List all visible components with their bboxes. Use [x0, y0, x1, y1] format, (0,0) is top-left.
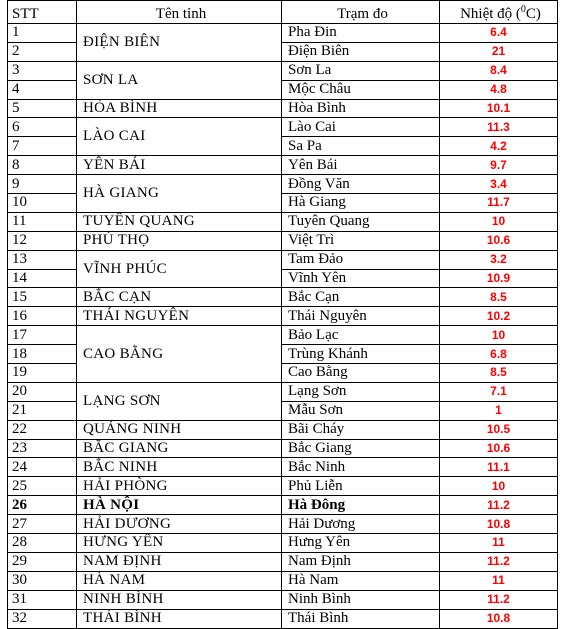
row-temperature: 9.7 [440, 156, 558, 175]
row-stt: 18 [8, 345, 77, 364]
row-stt: 17 [8, 326, 77, 345]
row-station: Yên Bái [282, 156, 440, 175]
row-station: Phủ Liễn [282, 477, 440, 496]
row-temperature: 11.7 [440, 194, 558, 213]
row-stt: 32 [8, 609, 77, 628]
row-station: Bắc Giang [282, 439, 440, 458]
table-row [8, 212, 558, 231]
table-row [8, 156, 558, 175]
header-temperature-suffix: C) [525, 6, 541, 22]
table-row [8, 496, 558, 515]
row-stt: 23 [8, 439, 77, 458]
row-temperature: 11 [440, 571, 558, 590]
row-temperature: 11.2 [440, 496, 558, 515]
row-station: Bắc Ninh [282, 458, 440, 477]
row-province: NAM ĐỊNH [77, 552, 282, 571]
row-station: Lào Cai [282, 118, 440, 137]
row-station: Lạng Sơn [282, 382, 440, 401]
row-temperature: 8.4 [440, 61, 558, 80]
table-row [8, 118, 558, 137]
row-province: LÀO CAI [77, 118, 282, 156]
row-station: Điện Biên [282, 42, 440, 61]
row-province: HÀ GIANG [77, 175, 282, 213]
row-province: VĨNH PHÚC [77, 250, 282, 288]
row-province: THÁI NGUYÊN [77, 307, 282, 326]
row-station: Mẫu Sơn [282, 401, 440, 420]
header-temperature-degree: 0 [520, 4, 526, 15]
table-row [8, 24, 558, 43]
row-stt: 24 [8, 458, 77, 477]
row-temperature: 11.2 [440, 552, 558, 571]
table-row [8, 439, 558, 458]
header-temperature-prefix: Nhiệt độ ( [460, 6, 521, 22]
table-row [8, 382, 558, 401]
row-station: Tam Đảo [282, 250, 440, 269]
table-row [8, 609, 558, 628]
header-province: Tên tỉnh [77, 1, 282, 24]
row-province: HẢI DƯƠNG [77, 515, 282, 534]
row-temperature: 10.9 [440, 269, 558, 288]
row-stt: 5 [8, 99, 77, 118]
row-station: Hà Giang [282, 194, 440, 213]
row-station: Đồng Văn [282, 175, 440, 194]
row-station: Hà Đông [282, 496, 440, 515]
row-province: HƯNG YÊN [77, 534, 282, 553]
row-province: BẮC CẠN [77, 288, 282, 307]
row-station: Sa Pa [282, 137, 440, 156]
row-temperature: 11.1 [440, 458, 558, 477]
row-station: Bãi Cháy [282, 420, 440, 439]
table-row [8, 61, 558, 80]
row-stt: 9 [8, 175, 77, 194]
row-stt: 31 [8, 590, 77, 609]
row-station: Bắc Cạn [282, 288, 440, 307]
row-province: BẮC GIANG [77, 439, 282, 458]
table-row [8, 590, 558, 609]
row-stt: 12 [8, 231, 77, 250]
row-temperature: 10 [440, 477, 558, 496]
row-province: HẢI PHÒNG [77, 477, 282, 496]
row-temperature: 10.1 [440, 99, 558, 118]
row-stt: 27 [8, 515, 77, 534]
row-stt: 1 [8, 24, 77, 43]
row-temperature: 10.6 [440, 439, 558, 458]
row-province: NINH BÌNH [77, 590, 282, 609]
row-temperature: 3.2 [440, 250, 558, 269]
row-stt: 7 [8, 137, 77, 156]
row-stt: 11 [8, 212, 77, 231]
row-province: CAO BẰNG [77, 326, 282, 383]
row-stt: 20 [8, 382, 77, 401]
row-temperature: 10.2 [440, 307, 558, 326]
row-stt: 3 [8, 61, 77, 80]
row-stt: 21 [8, 401, 77, 420]
row-temperature: 4.2 [440, 137, 558, 156]
row-stt: 19 [8, 364, 77, 383]
header-station: Trạm đo [282, 1, 440, 24]
row-stt: 8 [8, 156, 77, 175]
row-station: Trùng Khánh [282, 345, 440, 364]
row-station: Cao Bằng [282, 364, 440, 383]
row-province: BẮC NINH [77, 458, 282, 477]
row-province: HÒA BÌNH [77, 99, 282, 118]
row-station: Tuyên Quang [282, 212, 440, 231]
table-row [8, 552, 558, 571]
table-row [8, 458, 558, 477]
header-stt: STT [8, 1, 77, 24]
row-station: Nam Định [282, 552, 440, 571]
row-stt: 26 [8, 496, 77, 515]
table-row [8, 307, 558, 326]
row-stt: 6 [8, 118, 77, 137]
row-temperature: 11.3 [440, 118, 558, 137]
row-province: PHÚ THỌ [77, 231, 282, 250]
row-temperature: 3.4 [440, 175, 558, 194]
row-province: YÊN BÁI [77, 156, 282, 175]
row-temperature: 11 [440, 534, 558, 553]
row-province: HÀ NỘI [77, 496, 282, 515]
row-temperature: 10.8 [440, 609, 558, 628]
table-row [8, 99, 558, 118]
row-station: Việt Trì [282, 231, 440, 250]
row-stt: 13 [8, 250, 77, 269]
row-station: Hưng Yên [282, 534, 440, 553]
row-province: ĐIỆN BIÊN [77, 24, 282, 62]
row-temperature: 10 [440, 212, 558, 231]
row-stt: 15 [8, 288, 77, 307]
row-station: Sơn La [282, 61, 440, 80]
table-row [8, 420, 558, 439]
row-stt: 28 [8, 534, 77, 553]
row-temperature: 6.8 [440, 345, 558, 364]
row-temperature: 21 [440, 42, 558, 61]
row-station: Mộc Châu [282, 80, 440, 99]
row-province: THÁI BÌNH [77, 609, 282, 628]
table-header [8, 1, 558, 24]
header-temperature [440, 1, 558, 24]
row-temperature: 1 [440, 401, 558, 420]
row-province: LẠNG SƠN [77, 382, 282, 420]
row-stt: 14 [8, 269, 77, 288]
row-province: TUYÊN QUANG [77, 212, 282, 231]
table-row [8, 175, 558, 194]
row-province: HÀ NAM [77, 571, 282, 590]
row-temperature: 10 [440, 326, 558, 345]
row-station: Pha Đin [282, 24, 440, 43]
row-temperature: 10.5 [440, 420, 558, 439]
row-stt: 2 [8, 42, 77, 61]
table-row [8, 515, 558, 534]
row-stt: 16 [8, 307, 77, 326]
table-row [8, 534, 558, 553]
row-stt: 25 [8, 477, 77, 496]
row-stt: 29 [8, 552, 77, 571]
row-station: Thái Nguyên [282, 307, 440, 326]
row-station: Vĩnh Yên [282, 269, 440, 288]
table-row [8, 250, 558, 269]
row-temperature: 6.4 [440, 24, 558, 43]
row-stt: 10 [8, 194, 77, 213]
row-station: Hà Nam [282, 571, 440, 590]
row-station: Thái Bình [282, 609, 440, 628]
row-stt: 22 [8, 420, 77, 439]
table-row [8, 288, 558, 307]
row-province: QUẢNG NINH [77, 420, 282, 439]
row-temperature: 7.1 [440, 382, 558, 401]
table-row [8, 571, 558, 590]
row-station: Hải Dương [282, 515, 440, 534]
table-row [8, 326, 558, 345]
table-body [8, 24, 558, 629]
temperature-table [7, 0, 558, 629]
row-temperature: 4.8 [440, 80, 558, 99]
row-temperature: 10.8 [440, 515, 558, 534]
table-row [8, 231, 558, 250]
row-temperature: 11.2 [440, 590, 558, 609]
row-temperature: 8.5 [440, 288, 558, 307]
row-temperature: 8.5 [440, 364, 558, 383]
row-temperature: 10.6 [440, 231, 558, 250]
row-province: SƠN LA [77, 61, 282, 99]
row-station: Bảo Lạc [282, 326, 440, 345]
row-stt: 30 [8, 571, 77, 590]
table-row [8, 477, 558, 496]
row-station: Ninh Bình [282, 590, 440, 609]
row-stt: 4 [8, 80, 77, 99]
row-station: Hòa Bình [282, 99, 440, 118]
